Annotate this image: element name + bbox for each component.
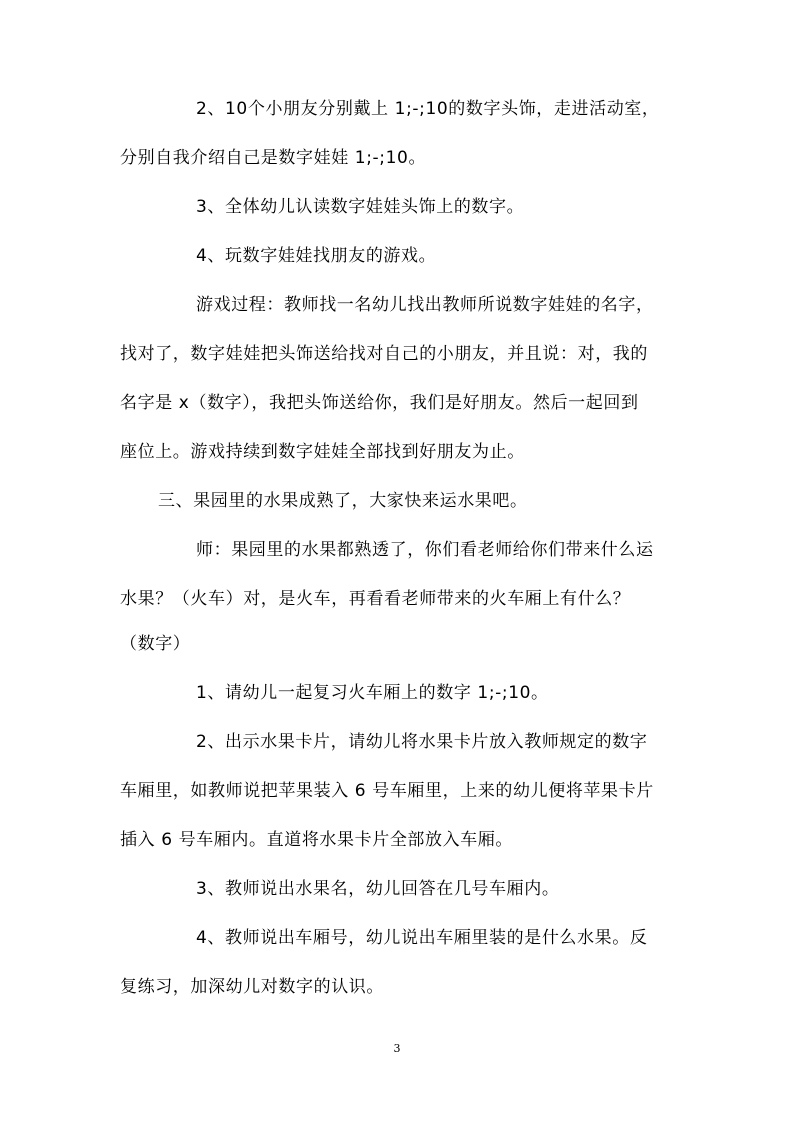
text-line: 名字是 x（数字），我把头饰送给你，我们是好朋友。然后一起回到 xyxy=(120,393,639,413)
text-line: 车厢里，如教师说把苹果装入 6 号车厢里，上来的幼儿便将苹果卡片 xyxy=(120,781,654,801)
text-line: 复练习，加深幼儿对数字的认识。 xyxy=(120,977,384,997)
section-heading: 三、果园里的水果成熟了，大家快来运水果吧。 xyxy=(158,491,528,511)
text-line: 游戏过程：教师找一名幼儿找出教师所说数字娃娃的名字， xyxy=(196,295,654,315)
text-line: 师：果园里的水果都熟透了，你们看老师给你们带来什么运 xyxy=(196,540,654,560)
text-line: 1、请幼儿一起复习火车厢上的数字 1;-;10。 xyxy=(196,683,549,703)
page-number: 3 xyxy=(393,1042,401,1055)
text-line: 3、全体幼儿认读数字娃娃头饰上的数字。 xyxy=(196,197,525,217)
text-line: 4、教师说出车厢号，幼儿说出车厢里装的是什么水果。反 xyxy=(196,928,648,948)
text-line: （数字） xyxy=(120,634,191,654)
text-line: 2、10个小朋友分别戴上 1;-;10的数字头饰，走进活动室， xyxy=(196,99,660,119)
text-line: 2、出示水果卡片，请幼儿将水果卡片放入教师规定的数字 xyxy=(196,732,648,752)
text-line: 4、玩数字娃娃找朋友的游戏。 xyxy=(196,246,437,266)
text-line: 3、教师说出水果名，幼儿回答在几号车厢内。 xyxy=(196,879,560,899)
text-line: 找对了，数字娃娃把头饰送给找对自己的小朋友，并且说：对，我的 xyxy=(120,344,648,364)
text-line: 分别自我介绍自己是数字娃娃 1;-;10。 xyxy=(120,148,427,168)
text-line: 座位上。游戏持续到数字娃娃全部找到好朋友为止。 xyxy=(120,442,525,462)
text-line: 插入 6 号车厢内。直道将水果卡片全部放入车厢。 xyxy=(120,830,514,850)
text-line: 水果？（火车）对，是火车，再看看老师带来的火车厢上有什么？ xyxy=(120,589,631,609)
